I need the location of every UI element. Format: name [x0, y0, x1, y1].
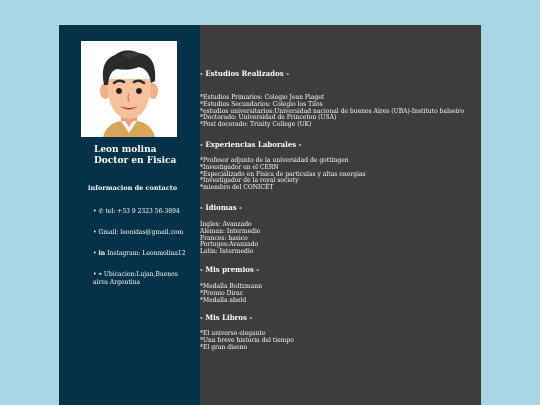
section-title-premios: - Mis premios - [200, 265, 260, 274]
section-title-idiomas: - Idiomas - [200, 203, 243, 212]
section-title-experiencias: - Experiencias Laborales - [200, 140, 302, 149]
avatar-illustration [81, 41, 177, 137]
section-body-premios [200, 284, 475, 304]
list-item: Aleman: Intermedio [200, 227, 261, 235]
contact-instagram[interactable] [93, 250, 186, 257]
list-item: *El gran diseno [200, 343, 248, 351]
profile-title: Doctor en Fisica [94, 156, 177, 166]
map-marker-icon: ⌖ [98, 271, 102, 278]
contact-gmail[interactable] [93, 229, 183, 236]
list-item: Portuges:Avanzado [200, 241, 259, 249]
section-body-idiomas [200, 222, 475, 256]
gmail-text: Gmail: leonidas@gmail.com [98, 229, 184, 236]
cv-content [200, 25, 481, 405]
list-bullet: • [93, 208, 97, 215]
list-item: *Profesor adjunto de la universidad de gottingen [200, 157, 349, 164]
phone-icon: ✆ [98, 208, 104, 215]
contact-location[interactable] [93, 271, 193, 287]
section-body-estudios [200, 95, 475, 129]
list-item: Ingles: Avanzado [200, 221, 252, 228]
list-item: *Doctorado: Universidad de Princeton (USA) [200, 114, 337, 122]
avatar [81, 41, 177, 137]
list-item: *Una breve historia del tiempo [200, 336, 294, 344]
list-item: *El universo elegante [200, 330, 266, 337]
section-title-libros: - Mis Libros - [200, 313, 253, 322]
list-item: *Investigador en el CERN [200, 163, 279, 171]
list-item: Latin: Intermedio [200, 248, 254, 256]
list-bullet: • [93, 271, 97, 278]
list-item: *Medalla abeld [200, 296, 247, 304]
list-item: Frances: basico [200, 234, 248, 242]
phone-text: tel: +53 9 2323 56-3894 [105, 208, 180, 215]
contact-heading: informacion de contacto [88, 184, 178, 192]
list-item: *Premio Dirac [200, 289, 244, 297]
section-body-experiencias [200, 158, 475, 192]
section-body-libros [200, 331, 475, 351]
list-item: *estudios universitarios:Universidad nacional de buenos Aires (UBA)-Instituto balseiro [200, 107, 465, 115]
profile-name: Leon molina [94, 145, 157, 155]
list-bullet: • [93, 229, 97, 236]
list-item: *Investigador de la royal society [200, 177, 299, 185]
list-item: *Medalla Boltzmann [200, 283, 262, 290]
profile-sidebar [59, 25, 200, 405]
instagram-text: Instagram: Leonmolina12 [107, 250, 186, 257]
section-title-estudios: - Estudios Realizados - [200, 69, 290, 78]
list-item: *miembro del CONICET [200, 184, 274, 192]
location-text: Ubicacion:Lujan,Buenos aires Argentina [93, 271, 178, 286]
linkedin-icon: in [98, 250, 106, 257]
profile-name-block [94, 145, 176, 167]
list-bullet: • [93, 250, 97, 257]
list-item: *Estudios Primarios: Colegio Jean Piaget [200, 94, 325, 101]
list-item: *Especializado en Fisica de particulas y altas energias [200, 170, 366, 178]
list-item: *Estudios Secundarios: Colegio los Tilos [200, 100, 323, 108]
contact-phone[interactable] [93, 208, 180, 215]
list-item: *Post docorado: Trinity College (UK) [200, 121, 312, 129]
